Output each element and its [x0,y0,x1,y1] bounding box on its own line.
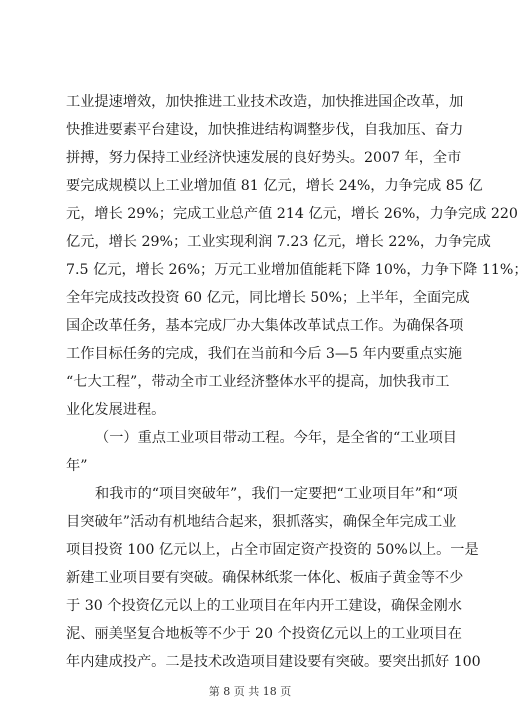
body-text-line: 国企改革任务，基本完成厂办大集体改革试点工作。为确保各项 [66,318,464,334]
body-text-line: 全年完成技改投资 60 亿元，同比增长 50%；上半年，全面完成 [66,290,470,306]
body-text-line: 业化发展进程。 [66,402,166,418]
body-text-line: “七大工程”，带动全市工业经济整体水平的提高，加快我市工 [66,374,450,390]
page-footer: 第 8 页 共 18 页 [208,685,292,698]
body-text-line: 于 30 个投资亿元以上的工业项目在年内开工建设，确保金刚水 [66,598,462,614]
body-text-line: 新建工业项目要有突破。确保林纸浆一体化、板庙子黄金等不少 [66,570,464,586]
body-text-line: 工作目标任务的完成，我们在当前和今后 3—5 年内要重点实施 [66,346,462,362]
body-text-line: 快推进要素平台建设，加快推进结构调整步伐，自我加压、奋力 [66,122,464,138]
body-text-line: 7.5 亿元，增长 26%；万元工业增加值能耗下降 10%，力争下降 11%； [66,262,528,278]
body-text-line: 和我市的“项目突破年”，我们一定要把“工业项目年”和“项 [95,486,458,502]
body-text-line: 目突破年”活动有机地结合起来，狠抓落实，确保全年完成工业 [66,514,457,530]
body-text-line: 年内建成投产。二是技术改造项目建设要有突破。要突出抓好 100 [66,654,481,670]
body-text-line: 拼搏，努力保持工业经济快速发展的良好势头。2007 年，全市 [66,150,462,166]
body-text-line: 亿元，增长 29%；工业实现利润 7.23 亿元，增长 22%，力争完成 [66,234,491,250]
body-text-line: 工业提速增效，加快推进工业技术改造，加快推进国企改革，加 [66,94,464,110]
body-text-line: 元，增长 29%；完成工业总产值 214 亿元，增长 26%，力争完成 220 [66,206,518,222]
section-heading-line: （一）重点工业项目带动工程。今年，是全省的“工业项目 [95,430,457,446]
body-text-line: 项目投资 100 亿元以上，占全市固定资产投资的 50%以上。一是 [66,542,479,558]
body-text-line: 年” [66,458,88,474]
body-text-line: 泥、丽美坚复合地板等不少于 20 个投资亿元以上的工业项目在 [66,626,462,642]
body-text-line: 要完成规模以上工业增加值 81 亿元，增长 24%，力争完成 85 亿 [66,178,483,194]
